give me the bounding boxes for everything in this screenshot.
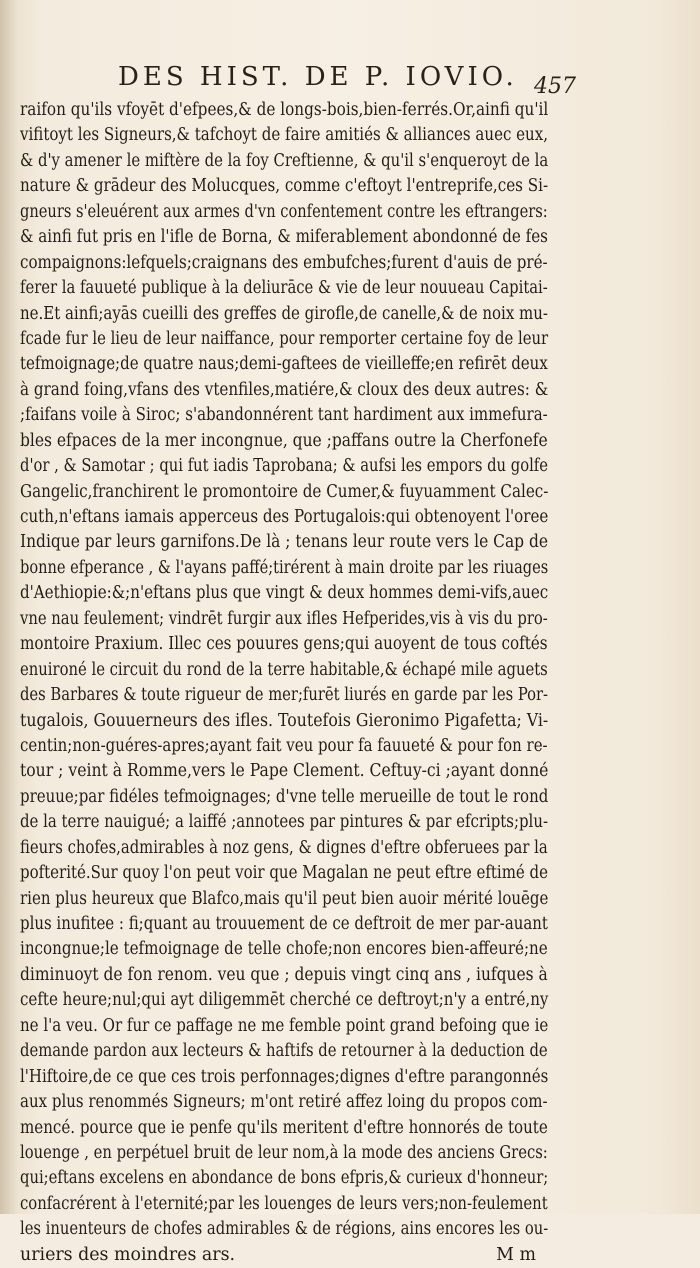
text-line: d'or , & Samotar ; qui fut iadis Taprobana; & aufsi les empors du golfe — [20, 456, 549, 477]
text-line: ferer la fauueté publique à la deliurāce & vie de leur nouueau Capitai- — [20, 278, 548, 299]
text-line: compaignons:lefquels;craignans des embufches;furent d'auis de pré- — [20, 252, 548, 273]
body-text — [20, 98, 548, 1268]
text-line: preuue;par fidéles tefmoignages; d'vne telle merueille de tout le rond — [20, 786, 549, 807]
text-line: diminuoyt de fon renom. veu que ; depuis vingt cinq ans , iufques à — [20, 964, 548, 985]
text-line: centin;non-guéres-apres;ayant fait veu pour fa fauueté & pour fon re- — [20, 735, 548, 756]
text-line: ;faifans voile à Siroc; s'abandonnérent tant hardiment aux immefura- — [20, 405, 548, 426]
text-line: confacrérent à l'eternité;par les louenges de leurs vers;non-feulement — [20, 1193, 548, 1214]
text-line: ne l'a veu. Or fur ce paffage ne me femble point grand befoing que ie — [20, 1015, 549, 1036]
text-line: fieurs chofes,admirables à noz gens, & dignes d'eftre obferuees par la — [20, 837, 548, 858]
text-line: raifon qu'ils vfoyēt d'efpees,& de longs-bois,bien-ferrés.Or,ainfi qu'il — [20, 100, 549, 120]
text-line: à grand foing,vfans des vtenfiles,matiére,& cloux des deux autres: & — [20, 379, 549, 400]
text-line: d'Aethiopie:&;n'eftans plus que vingt & deux hommes demi-vifs,auec — [20, 583, 549, 604]
text-line: incongnue;le tefmoignage de telle chofe;non encores bien-affeuré;ne — [20, 939, 548, 960]
text-line: tefmoignage;de quatre naus;demi-gaftees de vieilleffe;en refirēt deux — [20, 354, 548, 375]
text-line: & ainfi fut pris en l'ifle de Borna, & miferablement abondonné de fes — [20, 227, 548, 248]
text-line: cefte heure;nul;qui ayt diligemmēt cherché ce deftroyt;n'y a entré,ny — [20, 990, 549, 1011]
text-line: vifitoyt les Signeurs,& tafchoyt de faire amitiés & alliances auec eux, — [20, 125, 548, 146]
text-line: gneurs s'eleuérent aux armes d'vn confentement contre les eftrangers: — [20, 201, 548, 222]
last-line — [20, 1243, 548, 1268]
running-head: DES HIST. DE P. IOVIO. — [118, 62, 518, 92]
text-line: enuironé le circuit du rond de la terre habitable,& échapé mile aguets — [20, 659, 548, 680]
text-line: vne nau feulement; vindrēt furgir aux ifles Hefperides,vis à vis du pro- — [20, 608, 548, 629]
text-line: Indique par leurs garnifons.De là ; tenans leur route vers le Cap de — [20, 532, 549, 553]
page-number: 457 — [534, 74, 576, 99]
text-line: nature & grādeur des Molucques, comme c'eftoyt l'entreprife,ces Si- — [20, 176, 549, 197]
text-line: qui;eftans excelens en abondance de bons efpris,& curieux d'honneur; — [20, 1168, 549, 1189]
signature-mark: M m — [496, 1244, 536, 1265]
text-line: uriers des moindres ars. — [20, 1244, 236, 1265]
text-line: ne.Et ainfi;ayās cueilli des greffes de girofle,de canelle,& de noix mu- — [20, 303, 548, 324]
text-line: des Barbares & toute rigueur de mer;furēt liurés en garde par les Por- — [20, 685, 549, 706]
text-line: louenge , en perpétuel bruit de leur nom,à la mode des anciens Grecs: — [20, 1142, 548, 1163]
text-line: montoire Praxium. Illec ces pouures gens;qui auoyent de tous coftés — [20, 634, 548, 655]
gutter-shadow — [0, 0, 18, 1214]
text-line: plus inufitee : fi;quant au trouuement de ce deftroit de mer par-auant — [20, 914, 548, 934]
text-line: de la terre nauigué; a laiffé ;annotees par pintures & par efcripts;plu- — [20, 812, 548, 833]
text-line: les inuenteurs de chofes admirables & de régions, ains encores les ou- — [20, 1219, 549, 1240]
text-line: bonne efperance , & l'ayans paffé;tirérent à main droite par les riuages — [20, 557, 549, 578]
text-line: aux plus renommés Signeurs; m'ont retiré affez loing du propos com- — [20, 1092, 548, 1113]
text-line: rien plus heureux que Blafco,mais qu'il peut bien auoir mérité louēge — [20, 888, 549, 909]
text-line: demande pardon aux lecteurs & haftifs de retourner à la deduction de — [20, 1041, 548, 1062]
text-line: mencé. pource que ie penfe qu'ils meritent d'eftre honnorés de toute — [20, 1117, 548, 1138]
text-line: Gangelic,franchirent le promontoire de Cumer,& fuyuamment Calec- — [20, 481, 549, 502]
text-line: fcade fur le lieu de leur naiffance, pour remporter certaine foy de leur — [20, 328, 549, 349]
text-line: & d'y amener le miftère de la foy Creftienne, & qu'il s'enqueroyt de la — [20, 150, 549, 171]
text-line: tugalois, Gouuerneurs des ifles. Toutefois Gieronimo Pigafetta; Vi- — [20, 710, 549, 731]
text-line: cuth,n'eftans iamais apperceus des Portugalois:qui obtenoyent l'oree — [20, 507, 549, 527]
text-line: bles efpaces de la mer incongnue, que ;paffans outre la Cherfonefe — [20, 430, 548, 451]
text-line: tour ; veint à Romme,vers le Pape Clement. Ceftuy-ci ;ayant donné — [20, 761, 549, 782]
text-line: l'Hiftoire,de ce que ces trois perfonnages;dignes d'eftre parangonnés — [20, 1066, 549, 1087]
text-line: pofterité.Sur quoy l'on peut voir que Magalan ne peut eftre eftimé de — [20, 863, 548, 884]
